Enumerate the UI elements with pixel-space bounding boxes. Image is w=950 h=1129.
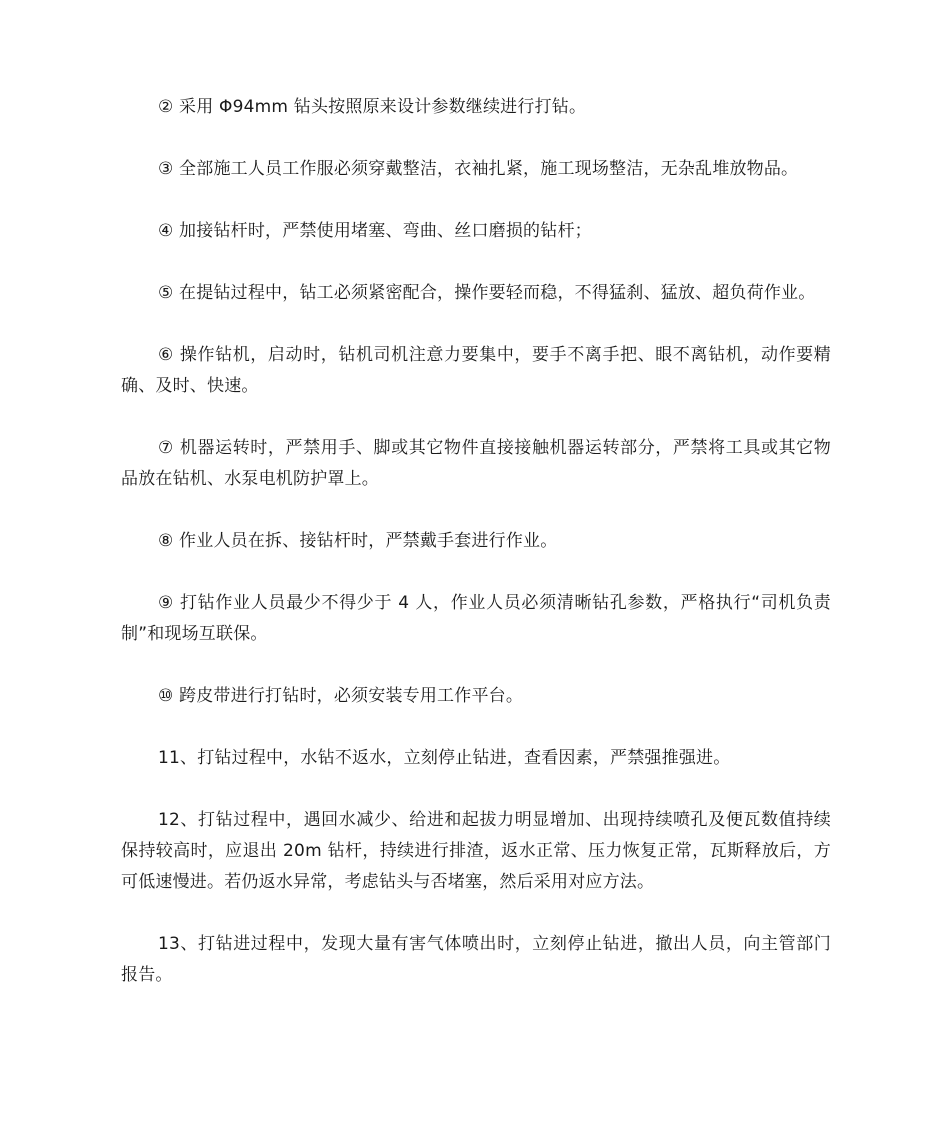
document-body	[121, 92, 831, 1022]
paragraph-item-6: ⑥ 操作钻机，启动时，钻机司机注意力要集中，要手不离手把、眼不离钻机，动作要精确、及时、快速。	[121, 345, 831, 396]
paragraph-item-3: ③ 全部施工人员工作服必须穿戴整洁，衣袖扎紧，施工现场整洁，无杂乱堆放物品。	[158, 159, 799, 179]
paragraph-item-11: 11、打钻过程中，水钻不返水，立刻停止钻进，查看因素，严禁强推强进。	[158, 748, 731, 768]
paragraph-item-5: ⑤ 在提钻过程中，钻工必须紧密配合，操作要轻而稳，不得猛刹、猛放、超负荷作业。	[158, 283, 816, 303]
paragraph-item-4: ④ 加接钻杆时，严禁使用堵塞、弯曲、丝口磨损的钻杆；	[158, 221, 592, 241]
paragraph-item-8: ⑧ 作业人员在拆、接钻杆时，严禁戴手套进行作业。	[158, 531, 558, 551]
paragraph-item-9: ⑨ 打钻作业人员最少不得少于 4 人，作业人员必须清晰钻孔参数，严格执行“司机负责制”和现场互联保。	[121, 593, 831, 644]
paragraph-item-7: ⑦ 机器运转时，严禁用手、脚或其它物件直接接触机器运转部分，严禁将工具或其它物品放在钻机、水泵电机防护罩上。	[121, 438, 831, 489]
paragraph-item-12: 12、打钻过程中，遇回水减少、给进和起拔力明显增加、出现持续喷孔及便瓦数值持续保持较高时，应退出 20m 钻杆，持续进行排渣，返水正常、压力恢复正常，瓦斯释放后，方可低速慢进。若仍返水异常，考虑钻头与否堵塞，然后采用对应方法。	[121, 810, 831, 892]
paragraph-item-2: ② 采用 Φ94mm 钻头按照原来设计参数继续进行打钻。	[158, 97, 587, 117]
paragraph-item-13: 13、打钻进过程中，发现大量有害气体喷出时，立刻停止钻进，撤出人员，向主管部门报告。	[121, 934, 831, 985]
paragraph-item-10: ⑩ 跨皮带进行打钻时，必须安装专用工作平台。	[158, 686, 524, 706]
